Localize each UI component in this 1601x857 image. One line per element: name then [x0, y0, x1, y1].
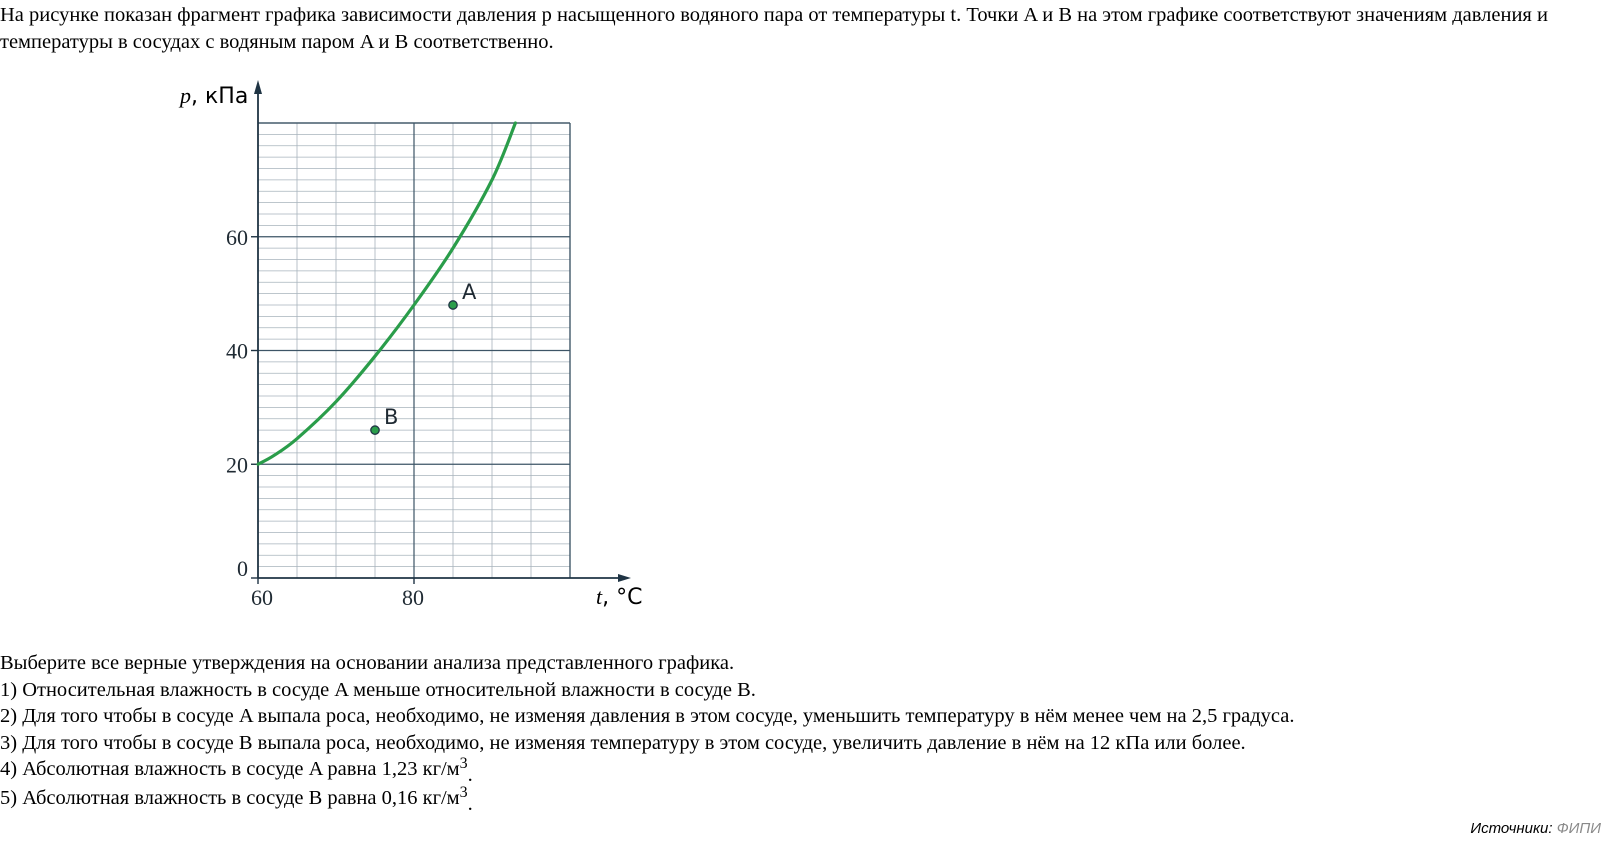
question-prompt: Выберите все верные утверждения на основании анализа представленного графика. — [0, 652, 735, 674]
answer-option-3: 3) Для того чтобы в сосуде B выпала роса, необходимо, не изменяя температуру в этом сосуде, увеличить давление в нём на 12 кПа или более. — [0, 731, 1246, 754]
x-axis-label: t, °C — [596, 584, 643, 610]
answer-option-5-text: 5) Абсолютная влажность в сосуде B равна 0,16 кг/м — [0, 786, 460, 809]
answer-option-4-text: 4) Абсолютная влажность в сосуде A равна 1,23 кг/м — [0, 758, 460, 781]
point-b-label: B — [384, 405, 399, 430]
source-link[interactable]: ФИПИ — [1556, 820, 1601, 837]
answer-option-4 — [0, 756, 1598, 785]
end-dot: . — [467, 764, 473, 787]
unit-power: 3 — [459, 783, 468, 801]
y-axis-arrow — [254, 80, 262, 94]
point-a-marker — [449, 301, 457, 309]
point-a-label: A — [462, 280, 477, 304]
axes — [254, 80, 631, 582]
y-tick-label: 60 — [226, 224, 248, 250]
point-b-marker — [371, 426, 379, 434]
x-axis-arrow — [618, 574, 631, 582]
source-credit — [1470, 820, 1601, 837]
x-tick-label: 80 — [402, 585, 424, 610]
saturated-vapor-pressure-chart — [0, 0, 680, 640]
answer-option-5 — [0, 785, 1598, 814]
y-axis-label: p, кПа — [180, 83, 249, 109]
y-tick-label: 40 — [226, 338, 248, 364]
end-dot: . — [467, 792, 473, 815]
data-points — [371, 280, 477, 434]
answer-option-2: 2) Для того чтобы в сосуде A выпала роса, необходимо, не изменяя давления в этом сосуде, уменьшить температуру в нём менее чем на 2,5 градуса. — [0, 705, 1295, 728]
x-tick-label: 60 — [251, 585, 273, 610]
problem-intro: На рисунке показан фрагмент графика зависимости давления p насыщенного водяного пара от температуры t. Точки A и B на этом графике соответствуют значениям давления и температуры в сосудах с водяным паром A и B соответственно. — [0, 4, 1548, 53]
unit-power: 3 — [459, 755, 468, 773]
questions-block — [0, 650, 1598, 814]
source-label: Источники: — [1470, 820, 1553, 837]
answer-option-1: 1) Относительная влажность в сосуде A меньше относительной влажности в сосуде B. — [0, 678, 756, 701]
y-tick-label: 0 — [237, 556, 248, 581]
y-tick-label: 20 — [226, 452, 248, 478]
